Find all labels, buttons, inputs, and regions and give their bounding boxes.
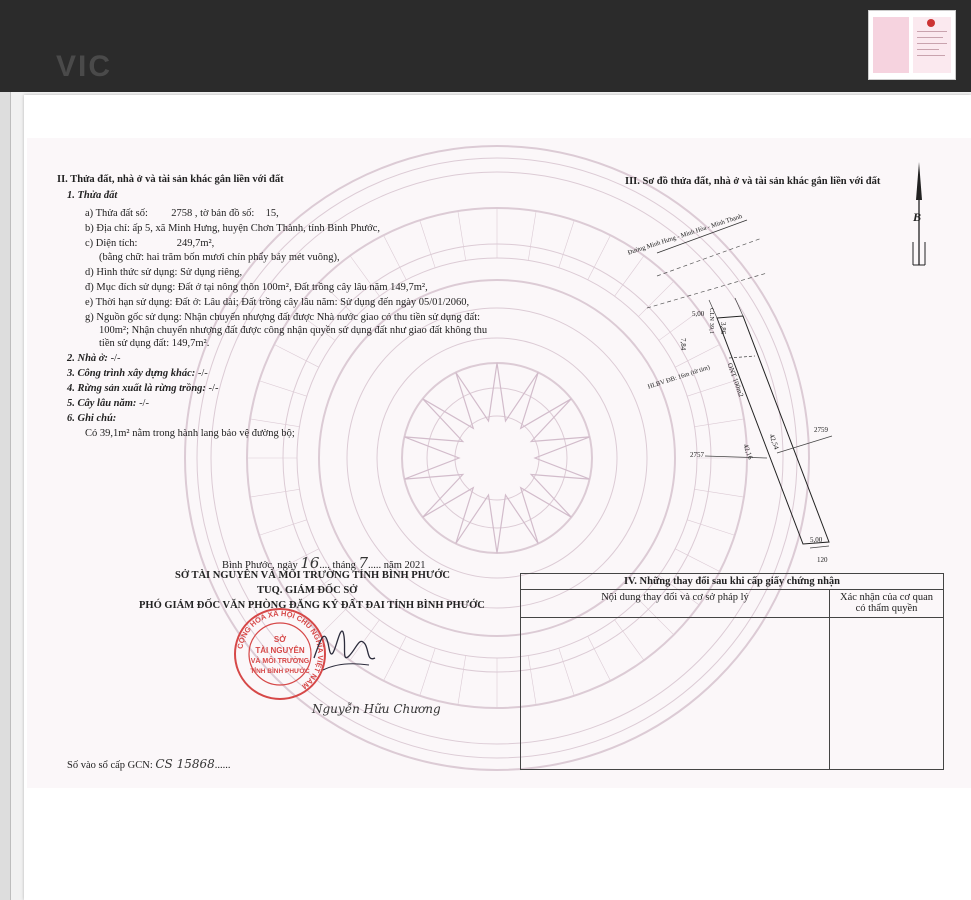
side-4216: 42,16: [741, 443, 755, 461]
on-behalf: TUQ. GIÁM ĐỐC SỞ: [257, 585, 358, 596]
side-4254: 42,54: [767, 433, 781, 451]
stamp-ring-text: CỘNG HÒA XÃ HỘI CHỦ NGHĨA VIỆT NAM: [235, 608, 326, 691]
registry-number: CS 15868: [155, 757, 215, 771]
parcel-sketch: [617, 208, 937, 628]
date-day: 16: [300, 554, 320, 572]
land-heading: 1. Thửa đất: [67, 190, 118, 201]
viewer-topbar: [0, 0, 971, 92]
origin-line-3: tiền sử dụng đất: 149,7m².: [99, 338, 210, 349]
registry-line: Số vào sổ cấp GCN: CS 15868......: [67, 757, 231, 771]
parcel-outline: [717, 316, 829, 544]
area-line: c) Diện tích: 249,7m²,: [85, 238, 215, 249]
signer-position: PHÓ GIÁM ĐỐC VĂN PHÒNG ĐĂNG KÝ ĐẤT ĐAI TỈNH BÌNH PHƯỚC: [139, 600, 485, 611]
map-sheet-number: 15,: [265, 208, 279, 219]
road-label: Đường Minh Hưng - Minh Hòa - Minh Thạnh: [627, 212, 744, 257]
parcel-line: a) Thửa đất số: 2758 , tờ bản đồ số: 15,: [85, 208, 279, 219]
certificate-sheet: [27, 138, 971, 788]
parcel-number: 2758: [171, 208, 193, 219]
perennial-line: 5. Cây lâu năm: -/-: [67, 398, 149, 409]
stamp-line-4: TỈNH BÌNH PHƯỚC: [250, 668, 310, 675]
thumbnail-left-page: [873, 17, 909, 73]
col-content-header: Nội dung thay đổi và cơ sở pháp lý: [521, 590, 830, 618]
area-in-words: (bằng chữ: hai trăm bốn mươi chín phẩy bảy mét vuông),: [99, 252, 340, 263]
handwritten-signature: [309, 618, 379, 678]
origin-line-1: g) Nguồn gốc sử dụng: Nhận chuyển nhượng đất được Nhà nước giao có thu tiền sử dụng đất:: [85, 312, 481, 323]
use-form-line: d) Hình thức sử dụng: Sử dụng riêng,: [85, 267, 243, 278]
neighbor-right: 2759: [814, 426, 828, 434]
notes-label: 6. Ghi chú:: [67, 413, 117, 424]
width-top: 5,00: [692, 310, 705, 318]
col-confirm-header: Xác nhận của cơ quan có thẩm quyền: [830, 590, 944, 618]
area-value: 249,7m²,: [176, 238, 215, 249]
confirm-cell[interactable]: [830, 618, 944, 770]
stamp-line-3: VÀ MÔI TRƯỜNG: [250, 658, 310, 665]
section-ii-title: II. Thửa đất, nhà ở và tài sản khác gắn liền với đất: [57, 174, 284, 185]
neighbor-left: 2757: [690, 451, 704, 459]
ont-label: ONT 100m2: [725, 362, 746, 399]
changes-table: [520, 573, 944, 770]
use-term-line: e) Thời hạn sử dụng: Đất ở: Lâu dài; Đất trồng cây lâu năm: Sử dụng đến ngày 05/01/2060,: [85, 297, 470, 308]
width-bottom: 5,00: [810, 536, 823, 544]
use-purpose-line: đ) Mục đích sử dụng: Đất ở tại nông thôn 100m², Đất trồng cây lâu năm 149,7m²,: [85, 282, 428, 293]
section-iii-title: III. Sơ đồ thửa đất, nhà ở và tài sản khác gắn liền với đất: [625, 176, 881, 187]
page-thumbnail[interactable]: [868, 10, 956, 80]
address-line: b) Địa chỉ: ấp 5, xã Minh Hưng, huyện Chơn Thành, tỉnh Bình Phước,: [85, 223, 380, 234]
north-letter: B: [913, 210, 922, 224]
thumbnail-emblem-icon: [927, 19, 935, 27]
signer-name: Nguyễn Hữu Chương: [312, 702, 441, 716]
viewer-left-strip: [0, 92, 11, 900]
segment-784: 7,84: [679, 338, 687, 351]
viewer-watermark: VIC: [56, 50, 113, 83]
neighbor-bottom: 120: [817, 556, 828, 564]
stamp-line-1: SỞ: [273, 635, 287, 644]
clb-label: CLN 39,1: [708, 308, 715, 334]
content-cell[interactable]: [521, 618, 830, 770]
corridor-label: HLBV ĐB: 16m (từ tim): [647, 363, 711, 391]
other-construction-line: 3. Công trình xây dựng khác: -/-: [67, 368, 208, 379]
stamp-line-2: TÀI NGUYÊN: [255, 646, 305, 655]
notes-value: Có 39,1m² nằm trong hành lang bảo vệ đường bộ;: [85, 428, 295, 439]
segment-386: 3,86: [719, 322, 727, 335]
forest-line: 4. Rừng sản xuất là rừng trồng: -/-: [67, 383, 219, 394]
house-line: 2. Nhà ở: -/-: [67, 353, 121, 364]
origin-line-2: 100m²; Nhận chuyển nhượng đất được công nhận quyền sử dụng đất như giao đất không thu: [99, 325, 488, 336]
section-iv-title: IV. Những thay đổi sau khi cấp giấy chứng nhận: [521, 574, 944, 590]
agency-name: SỞ TÀI NGUYÊN VÀ MÔI TRƯỜNG TỈNH BÌNH PHƯỚC: [175, 570, 450, 581]
date-month: 7: [358, 554, 369, 572]
date-line: Bình Phước, ngày 16.... tháng 7..... năm 2021: [222, 554, 426, 572]
